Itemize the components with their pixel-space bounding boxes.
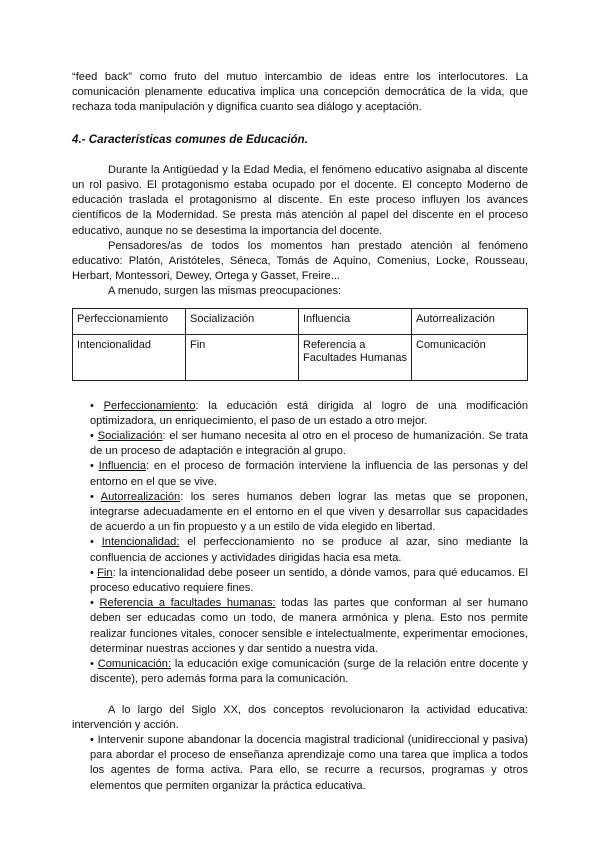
- bullet-symbol: •: [90, 597, 94, 610]
- list-item-term: Intencionalidad:: [101, 536, 180, 549]
- list-item-separator: :: [146, 460, 154, 473]
- list-item: [90, 596, 528, 657]
- list-item-text: la educación exige comunicación (surge de la relación entre docente y discente), pero además forma para la comunicación.: [90, 658, 528, 686]
- table-row: [73, 308, 528, 334]
- table-cell: Intencionalidad: [73, 334, 186, 380]
- bullet-symbol: •: [90, 733, 94, 746]
- list-item-separator: :: [180, 490, 191, 503]
- section-title: 4.- Características comunes de Educación.: [72, 132, 308, 146]
- list-item: [90, 490, 528, 536]
- bullet-symbol: •: [90, 460, 94, 473]
- list-item-separator: :: [195, 399, 209, 412]
- characteristics-list: [72, 399, 528, 688]
- list-item: [90, 459, 528, 489]
- table-cell: Perfeccionamiento: [73, 308, 186, 334]
- bullet-symbol: •: [90, 490, 94, 503]
- table-cell: Influencia: [299, 308, 412, 334]
- bullet-symbol: •: [90, 430, 94, 443]
- table-cell: Fin: [186, 334, 299, 380]
- bullet-symbol: •: [90, 399, 94, 412]
- table-cell: Socialización: [186, 308, 299, 334]
- list-item: [90, 566, 528, 596]
- table-cell: Comunicación: [412, 334, 528, 380]
- list-item: [90, 429, 528, 459]
- paragraph-preocupaciones: A menudo, surgen las mismas preocupaciones:: [108, 285, 342, 298]
- list-item-text: los seres humanos deben lograr las metas que se proponen, integrarse adecuadamente en el entorno en el que viven y desarrollar sus capacidades de acuerdo a un fin propuesto y a un estilo de vida elegido en libertad.: [90, 490, 528, 534]
- list-item-separator: :: [112, 566, 119, 579]
- intro-paragraph: “feed back” como fruto del mutuo intercambio de ideas entre los interlocutores. La comunicación plenamente educativa implica una concepción democrática de la vida, que rechaza toda manipulación y dignifica cuanto sea diálogo y aceptación.: [72, 71, 528, 114]
- list-item-term: Perfeccionamiento: [103, 399, 196, 412]
- characteristics-table: [72, 308, 528, 381]
- paragraph-antiguedad: Durante la Antigüedad y la Edad Media, el fenómeno educativo asignaba al discente un rol pasivo. El protagonismo estaba ocupado por el docente. El concepto Moderno de educación traslada el protagonismo al discente. En este proceso influyen los avances científicos de la Modernidad. Se presta más atención al papel del discente en el proceso educativo, aunque no se desestima la importancia del docente.: [72, 163, 528, 237]
- closing-paragraph: A lo largo del Siglo XX, dos conceptos revolucionaron la actividad educativa: intervención y acción.: [72, 703, 528, 731]
- bullet-symbol: •: [90, 658, 94, 671]
- list-item-term: Referencia a facultades humanas:: [99, 597, 276, 610]
- list-item-term: Socialización: [97, 430, 163, 443]
- table-row: [73, 334, 528, 380]
- list-item-term: Comunicación:: [97, 658, 172, 671]
- table-cell: Referencia a Facultades Humanas: [299, 334, 412, 380]
- list-item-term: Autorrealización: [100, 490, 181, 503]
- list-item-text: el ser humano necesita al otro en el proceso de humanización. Se trata de un proceso de adaptación e integración al grupo.: [90, 430, 528, 458]
- paragraph-pensadores: Pensadores/as de todos los momentos han prestado atención al fenómeno educativo: Platón, Aristóteles, Séneca, Tomás de Aquino, Comenius, Locke, Rousseau, Herbart, Montessori, Dewey, Ortega y Gasset, Freire...: [72, 239, 528, 283]
- list-item: [90, 535, 528, 565]
- list-item: [90, 657, 528, 687]
- list-item: [90, 399, 528, 429]
- table-cell: Autorrealización: [412, 308, 528, 334]
- list-item-term: Influencia: [98, 460, 147, 473]
- bullet-symbol: •: [90, 536, 94, 549]
- page-content: [72, 70, 528, 794]
- list-item: [90, 733, 528, 794]
- list-item-text: la educación está dirigida al logro de una modificación optimizadora, un enriquecimiento, el paso de un estado a otro mejor.: [90, 399, 529, 427]
- list-item-text: todas las partes que conforman al ser humano deben ser educadas como un todo, de manera armónica y plena. Esto nos permite realizar funciones vitales, conocer sensible e intelectualmente, experimentar emociones, determinar nuestras acciones y dar sentido a nuestra vida.: [90, 597, 528, 655]
- list-item-term: Fin: [97, 566, 113, 579]
- bullet-symbol: •: [90, 566, 94, 579]
- list-item-text: la intencionalidad debe poseer un sentido, a dónde vamos, para qué educamos. El proceso educativo requiere fines.: [90, 566, 528, 595]
- list-item-text: Intervenir supone abandonar la docencia magistral tradicional (unidireccional y pasiva) para abordar el proceso de enseñanza aprendizaje como una tarea que implica a todos los agentes de forma activa. Para ello, se recurre a recursos, programas y otros elementos que permiten organizar la práctica educativa.: [90, 733, 528, 792]
- list-item-text: en el proceso de formación interviene la influencia de las personas y del entorno en el que se vive.: [90, 460, 528, 488]
- list-item-separator: :: [162, 430, 170, 443]
- list-item-text: el perfeccionamiento no se produce al azar, sino mediante la confluencia de acciones y actividades dirigidas hacia esa meta.: [90, 536, 528, 564]
- closing-list: [72, 733, 528, 794]
- spacer: [72, 688, 528, 703]
